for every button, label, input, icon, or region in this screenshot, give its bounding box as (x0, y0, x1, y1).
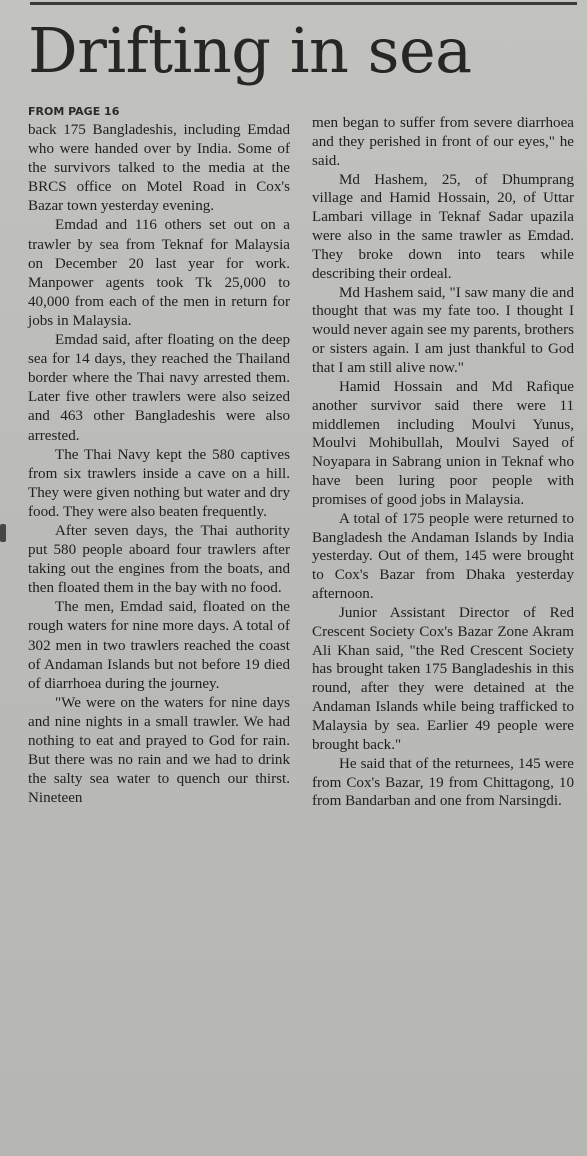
continued-from-label: FROM PAGE 16 (28, 105, 120, 118)
article-paragraph: Hamid Hossain and Md Rafique another survivor said there were 11 middlemen including Moulvi Yunus, Moulvi Mohibullah, Moulvi Sayed of Noyapara in Sabrang union in Teknaf who have been luring poor people with promises of good jobs in Malaysia. (312, 378, 574, 508)
article-paragraph: After seven days, the Thai authority put 580 people aboard four trawlers after taking out the engines from the boats, and then floated them in the bay with no food. (28, 522, 290, 597)
article-paragraph: He said that of the returnees, 145 were from Cox's Bazar, 19 from Chittagong, 10 from Bandarban and one from Narsingdi. (312, 755, 574, 810)
article-paragraph: Md Hashem, 25, of Dhumprang village and Hamid Hossain, 20, of Uttar Lambari village in Teknaf Sadar upazila were also in the same trawler as Emdad. They broke down into tears while describing their ordeal. (312, 171, 574, 282)
article-paragraph: "We were on the waters for nine days and nine nights in a small trawler. We had nothing to eat and prayed to God for rain. But there was no rain and we had to drink the salty sea water to quench our thirst. Nineteen (28, 694, 290, 807)
right-column (312, 114, 574, 811)
article-paragraph: The men, Emdad said, floated on the rough waters for nine more days. A total of 302 men in two trawlers reached the coast of Andaman Islands but not before 19 died of diarrhoea during the journey. (28, 599, 290, 692)
article-paragraph: men began to suffer from severe diarrhoea and they perished in front of our eyes," he said. (312, 115, 574, 169)
article-paragraph: back 175 Bangladeshis, including Emdad who were handed over by India. Some of the survivors talked to the media at the BRCS office on Motel Road in Cox's Bazar town yesterday evening. (28, 122, 290, 215)
article-paragraph: Md Hashem said, "I saw many die and thought that was my fate too. I thought I would never again see my parents, brothers or sisters again. I am just thankful to God that I am still alive now." (312, 284, 574, 376)
article-paragraph: The Thai Navy kept the 580 captives from six trawlers inside a cave on a hill. They were given nothing but water and dry food. They were also beaten frequently. (28, 446, 290, 520)
right-column-body (312, 114, 574, 811)
article-paragraph: Emdad said, after floating on the deep sea for 14 days, they reached the Thailand border where the Thai navy arrested them. Later five other trawlers were also seized and 463 other Bangladeshis were also arrested. (28, 332, 290, 444)
top-rule (30, 2, 577, 5)
left-column-body (28, 121, 290, 808)
article-paragraph: A total of 175 people were returned to Bangladesh the Andaman Islands by India yesterday. Out of them, 145 were brought to Cox's Bazar from Dhaka yesterday afternoon. (312, 510, 574, 603)
article-paragraph: Junior Assistant Director of Red Crescent Society Cox's Bazar Zone Akram Ali Khan said, "the Red Crescent Society has brought taken 175 Bangladeshis in this round, after they were detained at the Andaman Islands while being trafficked to Malaysia by sea. Earlier 49 people were brought back." (312, 604, 574, 753)
article-paragraph: Emdad and 116 others set out on a trawler by sea from Teknaf for Malaysia on December 20 last year for work. Manpower agents took Tk 25,000 to 40,000 from each of the men in return for jobs in Malaysia. (28, 217, 290, 329)
headline: Drifting in sea (28, 14, 472, 87)
ink-mark (0, 524, 6, 542)
left-column (28, 104, 290, 808)
